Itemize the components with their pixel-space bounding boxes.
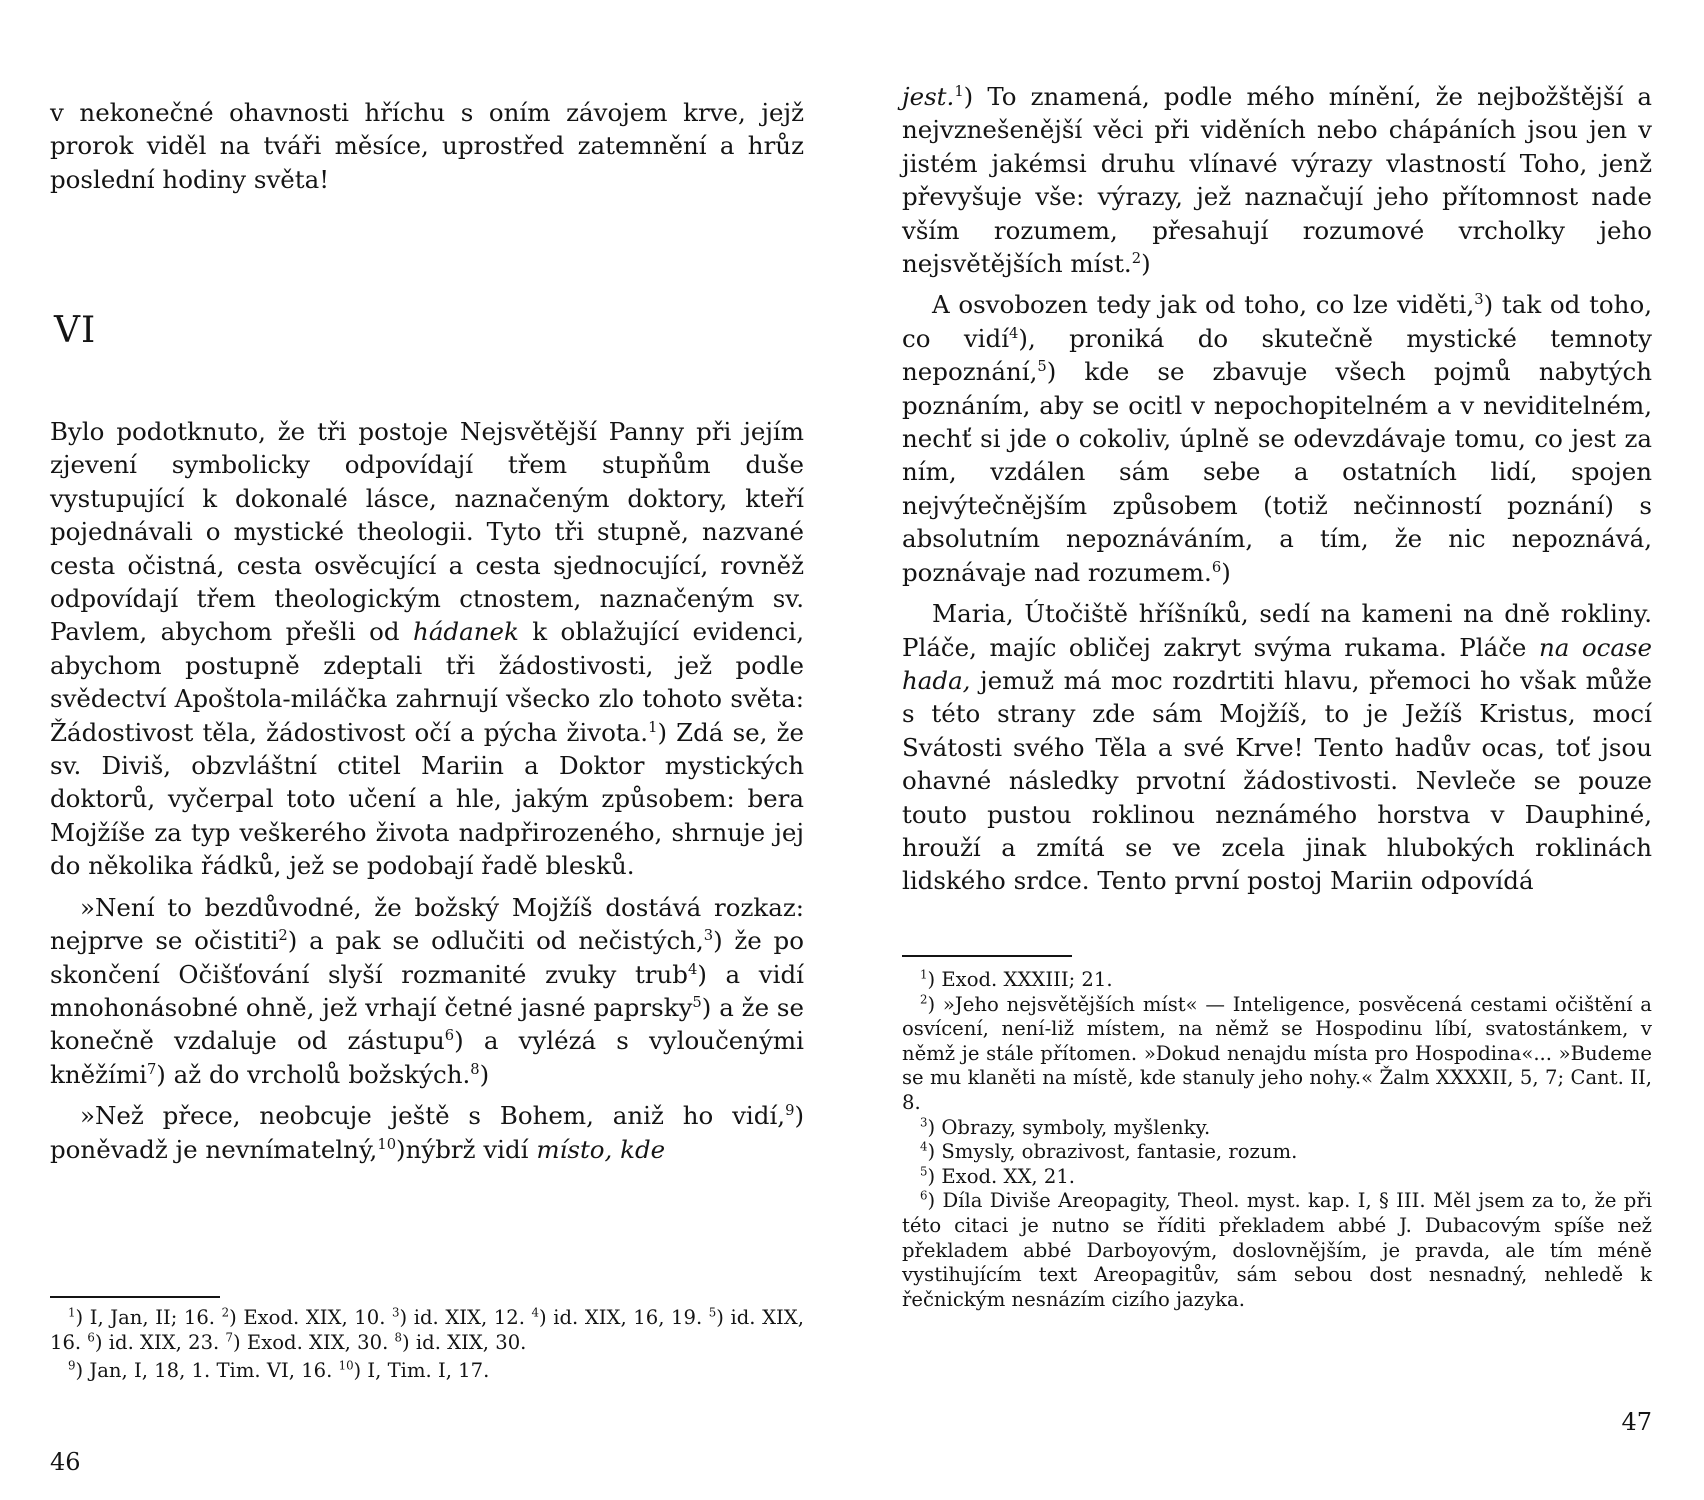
footnote-number: 1 [68, 1305, 76, 1320]
footnote [902, 1116, 1652, 1141]
text-run: ) [479, 1059, 490, 1089]
paragraph [50, 415, 804, 883]
footnote [50, 1359, 804, 1384]
footnote-ref: 5 [1037, 358, 1047, 376]
text-run: ) poněvadž je nevnímatelný, [50, 1101, 804, 1164]
footnote-number: 10 [338, 1358, 354, 1373]
footnote-number: 5 [708, 1305, 717, 1320]
text-run: )nýbrž vidí [396, 1134, 529, 1164]
text-run: A osvobozen tedy jak od toho, co lze viděti, [932, 290, 1475, 320]
footnote-text: ) Obrazy, symboly, myšlenky. [927, 1115, 1211, 1139]
footnote-ref: 2 [1131, 249, 1142, 267]
left-main-text [50, 415, 804, 1166]
footnote [902, 1140, 1652, 1165]
footnote [902, 1165, 1652, 1190]
text-run: ) [1221, 557, 1231, 587]
italic-text: na ocase hada, [902, 632, 1652, 695]
text-run: ) a vidí mnohonásobné ohně, jež vrhají četné jasné paprsky [50, 959, 804, 1022]
footnote-ref: 6 [1211, 558, 1222, 576]
footnote-text: ) Exod. XIX, 10. [229, 1306, 386, 1329]
italic-text: hádanek [413, 617, 519, 647]
footnote-text: ) Smysly, obrazivost, fantasie, rozum. [927, 1140, 1298, 1164]
page-number: 46 [50, 1448, 81, 1476]
paragraph [902, 597, 1652, 898]
text-run: »Než přece, neobcuje ještě s Bohem, aniž ho vidí, [80, 1101, 786, 1131]
italic-text: místo, kde [536, 1134, 666, 1164]
footnote-number: 6 [920, 1188, 928, 1203]
footnote-text: ) I, Tim. I, 17. [353, 1359, 490, 1383]
text-run: jemuž má moc rozdrtiti hlavu, přemoci ho však může s této strany zde sám Mojžíš, to je Ježíš Kristus, mocí Svátosti svého Těla a své Krve! Tento hadův ocas, toť jsou ohavné následky prvotní žádostivosti. Nevleče se pouze touto pustou roklinou neznámého horstva v Dauphiné, hrouží a zmítá se ve zcela jinak hlubokých roklinách lidského srdce. Tento první postoj Mariin odpovídá [902, 665, 1652, 896]
footnote-ref: 8 [470, 1060, 480, 1078]
footnote-ref: 5 [692, 993, 702, 1011]
footnote-text: ) I, Jan, II; 16. [75, 1306, 216, 1329]
text-run: ) a pak se odlučiti od nečistých, [287, 926, 704, 956]
text-run: ) a že se konečně vzdaluje od zástupu [50, 992, 804, 1056]
text-run: ) že po skončení Očišťování slyší rozmanité zvuky trub [50, 926, 804, 989]
footnote-divider [50, 1296, 220, 1298]
footnote-text: ) Exod. XIX, 30. [233, 1330, 389, 1354]
footnote-ref: 1 [954, 82, 964, 100]
section-heading: VI [54, 310, 97, 351]
footnote-number: 3 [920, 1115, 928, 1130]
paragraph [50, 1099, 804, 1166]
footnote-ref: 9 [785, 1101, 795, 1119]
footnote-text: ) id. XIX, 30. [402, 1330, 527, 1354]
footnote-number: 1 [920, 967, 928, 982]
paragraph [902, 80, 1652, 280]
footnote-ref: 4 [1009, 324, 1019, 342]
intro-text: v nekonečné ohavnosti hříchu s oním závojem krve, jejž prorok viděl na tváři měsíce, uprostřed zatemnění a hrůz poslední hodiny světa! [50, 98, 804, 194]
footnote-number: 7 [225, 1330, 234, 1345]
footnote-ref: 7 [146, 1060, 157, 1078]
footnote-text: ) Exod. XXXIII; 21. [927, 968, 1113, 991]
footnote-ref: 3 [1474, 291, 1484, 309]
footnote-text: ) id. XIX, 16. [50, 1306, 804, 1354]
text-run: ) kde se zbavuje všech pojmů nabytých poznáním, aby se ocitl v nepochopitelném a v neviditelném, nechť si jde o cokoliv, úplně se odevzdávaje tomu, co jest za ním, vzdálen sám sebe a ostatních lidí, spojen nejvýtečnějším způsobem (totiž nečinností poznání) s absolutním nepoznáváním, a tím, že nic nepoznává, poznávaje nad rozumem. [902, 357, 1652, 587]
text-run: ) a vylézá s vyloučenými kněžími [50, 1026, 804, 1089]
text-run: k oblažující evidenci, abychom postupně zdeptali tři žádostivosti, jež podle svědectví Apoštola-miláčka zahrnují všecko zlo tohoto světa: Žádostivost těla, žádostivost očí a pýcha života. [50, 617, 804, 747]
footnote-divider [902, 955, 1072, 957]
footnote-number: 5 [920, 1164, 928, 1179]
footnote-number: 6 [87, 1330, 95, 1345]
footnote-number: 2 [221, 1305, 230, 1320]
footnote-number: 8 [394, 1330, 403, 1345]
footnote-number: 9 [68, 1358, 76, 1373]
text-run: ), proniká do skutečně mystické temnoty nepoznání, [902, 323, 1652, 387]
text-run: Bylo podotknuto, že tři postoje Nejsvětější Panny při jejím zjevení symbolicky odpovídají třem stupňům duše vystupující k dokonalé lásce, naznačeným doktory, kteří pojednávali o mystické theologii. Tyto tři stupně, nazvané cesta očistná, cesta osvěcující a cesta sjednocující, rovněž odpovídají třem theologickým ctnostem, naznačeným sv. Pavlem, abychom přešli od [50, 417, 804, 647]
footnote [902, 968, 1652, 993]
footnote-ref: 6 [444, 1027, 455, 1045]
text-run: ) [1141, 249, 1151, 279]
text-run: ) Zdá se, že sv. Diviš, obzvláštní ctitel Mariin a Doktor mystických doktorů, vyčerpal toto učení a hle, jakým způsobem: bera Mojžíše za typ veškerého života nadpřirozeného, shrnuje jej do několika řádků, jež se podobají řadě blesků. [50, 717, 804, 881]
footnote-text: ) Díla Diviše Areopagity, Theol. myst. kap. I, § III. Měl jsem za to, že při této citaci je nutno se říditi překladem abbé J. Dubacovým spíše než překladem abbé Darboyovým, doslovnějším, je pravda, ale tím méně vystihujícím text Areopagitův, sám sebou dost nesnadný, nehledě k řečnickým nesnázím cizího jazyka. [902, 1189, 1652, 1311]
italic-text: jest. [902, 82, 955, 111]
footnote-text: ) id. XIX, 12. [399, 1306, 525, 1329]
footnote-text: ) »Jeho nejsvětějších míst« — Inteligence, posvěcená cestami očištění a osvícení, není-liž místem, na němž se Hospodinu líbí, svatostánkem, v němž je stále přítomen. »Dokud nenajdu místa pro Hospodina«... »Budeme se mu klaněti na místě, kde stanuly jeho nohy.« Žalm XXXXII, 5, 7; Cant. II, 8. [902, 992, 1652, 1114]
footnote-text: ) Exod. XX, 21. [927, 1164, 1076, 1188]
right-page [902, 0, 1652, 1500]
left-page [50, 0, 804, 1500]
footnote-ref: 3 [703, 926, 714, 944]
footnote-number: 4 [920, 1139, 928, 1154]
text-run: ) až do vrcholů božských. [156, 1059, 471, 1089]
page-number: 47 [1621, 1408, 1652, 1436]
footnote-ref: 4 [687, 960, 698, 978]
footnote [50, 1306, 804, 1355]
text-run: »Není to bezdůvodné, že božský Mojžíš dostává rozkaz: nejprve se očistiti [50, 892, 804, 956]
footnote-text: ) id. XIX, 16, 19. [539, 1306, 703, 1329]
text-run: Maria, Útočiště hříšníků, sedí na kameni na dně rokliny. Pláče, majíc obličej zakryt svýma rukama. Pláče [902, 599, 1652, 662]
footnote-number: 2 [920, 992, 928, 1007]
right-main-text [902, 80, 1652, 898]
footnote-ref: 2 [278, 926, 288, 944]
left-footnotes [50, 1306, 804, 1384]
footnote-number: 3 [392, 1305, 400, 1320]
intro-paragraph [50, 96, 804, 196]
text-run: ) tak od toho, co vidí [902, 290, 1652, 353]
right-footnotes [902, 968, 1652, 1312]
paragraph [50, 891, 804, 1091]
footnote-ref: 10 [377, 1135, 397, 1153]
footnote-number: 4 [531, 1305, 540, 1320]
text-run: ) To znamená, podle mého mínění, že nejbožštější a nejvznešenější věci při viděních nebo chápáních jsou jen v jistém jakémsi druhu vlínavé výrazy vlastností Toho, jenž převyšuje vše: výrazy, jež naznačují jeho přítomnost nade vším rozumem, přesahují rozumové vrcholky jeho nejsvětějších míst. [902, 82, 1652, 279]
footnote-text: ) Jan, I, 18, 1. Tim. VI, 16. [75, 1359, 333, 1383]
footnote-ref: 1 [648, 718, 658, 736]
paragraph [902, 288, 1652, 589]
footnote [902, 1189, 1652, 1312]
footnote [902, 993, 1652, 1116]
footnote-text: ) id. XIX, 23. [94, 1330, 220, 1354]
